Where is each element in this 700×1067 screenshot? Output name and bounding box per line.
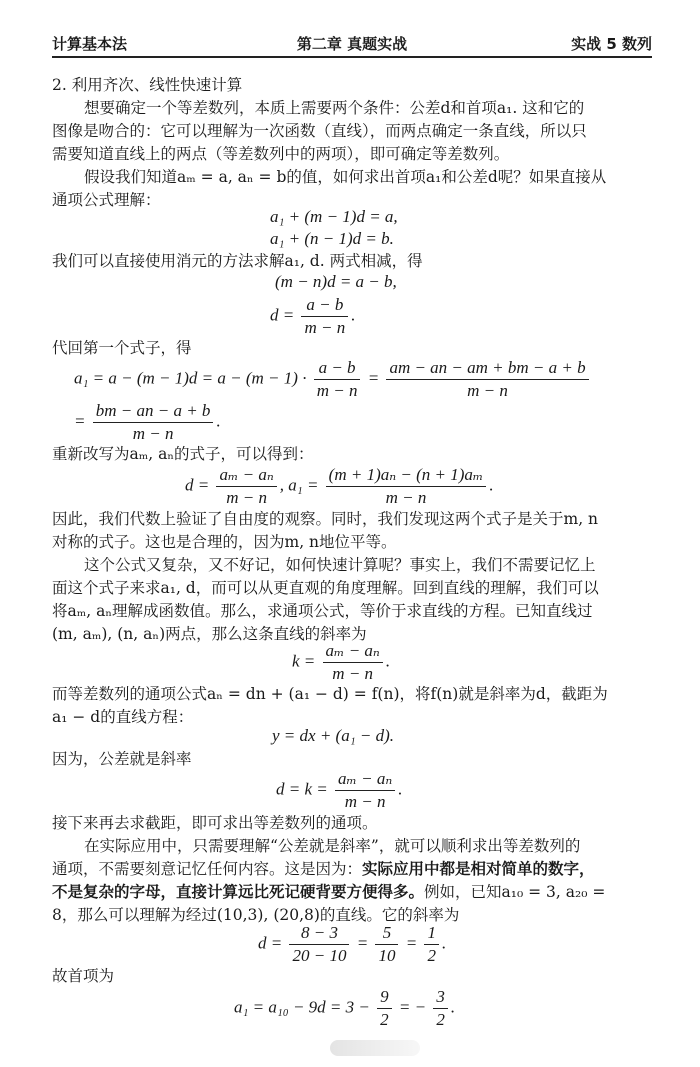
- paragraph-7-line-1: 这个公式又复杂，又不好记，如何快速计算呢？事实上，我们不需要记忆上: [84, 556, 596, 574]
- paragraph-10: 接下来再去求截距，即可求出等差数列的通项。: [52, 814, 378, 832]
- page-header: [52, 30, 652, 58]
- paragraph-2-line-2: 通项公式理解：: [52, 191, 161, 209]
- eq4-denominator: m − n: [304, 318, 346, 337]
- eq5-lhs: a₁ = a − (m − 1)d = a − (m − 1) ·: [74, 368, 307, 388]
- eq5-denominator-1: m − n: [316, 381, 358, 400]
- eq6-end: .: [216, 411, 221, 431]
- equation-1: a₁ + (m − 1)d = a,: [270, 207, 398, 226]
- eq5-fraction-2: [386, 357, 588, 402]
- equation-7: [185, 464, 494, 509]
- eq11-equals-1: =: [356, 933, 369, 953]
- eq8-denominator: m − n: [332, 664, 374, 683]
- equation-9: y = dx + (a₁ − d).: [272, 726, 394, 745]
- eq4-end: .: [351, 305, 356, 325]
- equation-6: [74, 400, 221, 445]
- eq8-end: .: [385, 651, 391, 671]
- paragraph-11-line-2: [52, 858, 652, 880]
- eq5-denominator-2: m − n: [467, 381, 508, 400]
- paragraph-11-line-3: [52, 881, 652, 903]
- eq11-lhs: d =: [258, 933, 283, 953]
- paragraph-8-line-1: 而等差数列的通项公式aₙ = dn + (a₁ − d) = f(n)，将f(n)就是斜率为d，截距为: [52, 685, 608, 703]
- header-book-title: 计算基本法: [52, 35, 128, 53]
- eq11-denominator-3: 2: [427, 946, 436, 965]
- paragraph-12: 故首项为: [52, 967, 115, 985]
- eq8-lhs: k =: [292, 651, 316, 671]
- eq12-denominator-1: 2: [380, 1010, 389, 1029]
- equation-5: [74, 357, 592, 402]
- eq7-separator: , a₁ =: [279, 475, 319, 495]
- p11-line2-bold: 实际应用中都是相对简单的数字，: [362, 859, 595, 878]
- equation-8: [292, 640, 390, 685]
- eq8-fraction: [323, 640, 383, 685]
- eq8-numerator: aₘ − aₙ: [323, 640, 383, 663]
- eq6-fraction: [93, 400, 214, 445]
- eq5-numerator-1: a − b: [314, 357, 361, 380]
- eq11-fraction-1: [289, 922, 349, 967]
- paragraph-4: 代回第一个式子，得: [52, 339, 192, 357]
- paragraph-1-line-3: 需要知道直线上的两点（等差数列中的两项），即可确定等差数列。: [52, 145, 510, 163]
- paragraph-1-line-1: 想要确定一个等差数列，本质上需要两个条件：公差d和首项a₁. 这和它的: [84, 99, 585, 117]
- paragraph-7-line-2: 面这个式子来求a₁, d，而可以从更直观的角度理解。回到直线的理解，我们可以: [52, 579, 599, 597]
- eq11-numerator-3: 1: [424, 922, 439, 945]
- eq10-lhs: d = k =: [276, 779, 328, 799]
- eq5-numerator-2: am − an − am + bm − a + b: [386, 357, 588, 380]
- paragraph-9: 因为，公差就是斜率: [52, 750, 192, 768]
- eq11-fraction-2: [375, 922, 398, 967]
- eq7-denominator-1: m − n: [226, 488, 267, 507]
- paragraph-3: 我们可以直接使用消元的方法求解a₁, d. 两式相减，得: [52, 252, 423, 270]
- paragraph-11-line-1: 在实际应用中，只需要理解“公差就是斜率”，就可以顺利求出等差数列的: [84, 837, 581, 855]
- paragraph-8-line-2: a₁ − d的直线方程：: [52, 708, 194, 726]
- equation-2: a₁ + (n − 1)d = b.: [270, 229, 394, 248]
- eq12-fraction-1: [377, 986, 392, 1031]
- eq11-end: .: [441, 933, 447, 953]
- eq4-fraction: [301, 294, 348, 339]
- eq7-numerator-2: (m + 1)aₙ − (n + 1)aₘ: [326, 464, 487, 487]
- eq12-numerator-2: 3: [433, 986, 448, 1009]
- paragraph-1-line-2: 图像是吻合的：它可以理解为一次函数（直线），而两点确定一条直线，所以只: [52, 122, 587, 140]
- eq11-fraction-3: [424, 922, 439, 967]
- section-title: 2. 利用齐次、线性快速计算: [52, 76, 243, 94]
- eq10-fraction: [335, 768, 395, 813]
- eq7-numerator-1: aₘ − aₙ: [216, 464, 276, 487]
- eq6-denominator: m − n: [132, 424, 174, 443]
- equation-12: [234, 986, 455, 1031]
- equation-11: [258, 922, 446, 967]
- eq12-end: .: [450, 997, 456, 1017]
- eq12-numerator-1: 9: [377, 986, 392, 1009]
- watermark-smudge: [330, 1040, 420, 1056]
- header-chapter: 第二章 真题实战: [296, 35, 408, 53]
- eq11-equals-2: =: [405, 933, 418, 953]
- p11-line2-text: 通项，不需要刻意记忆任何内容。这是因为：: [52, 860, 363, 878]
- eq7-denominator-2: m − n: [385, 488, 427, 507]
- p11-line3-text: 例如，已知a₁₀ = 3, a₂₀ =: [424, 883, 606, 901]
- equation-3: (m − n)d = a − b,: [275, 272, 397, 291]
- eq6-lhs: =: [74, 411, 86, 431]
- eq4-numerator: a − b: [301, 294, 348, 317]
- p11-line3-bold: 不是复杂的字母，直接计算远比死记硬背要方便得多。: [52, 882, 425, 901]
- paragraph-2-line-1: 假设我们知道aₘ = a, aₙ = b的值，如何求出首项a₁和公差d呢？如果直接从: [84, 168, 607, 186]
- paragraph-5: 重新改写为aₘ, aₙ的式子，可以得到：: [52, 445, 314, 463]
- paragraph-11-line-4: 8，那么可以理解为经过(10,3), (20,8)的直线。它的斜率为: [52, 906, 460, 924]
- eq12-denominator-2: 2: [436, 1010, 445, 1029]
- eq7-fraction-2: [326, 464, 487, 509]
- eq12-equals: = −: [398, 997, 427, 1017]
- eq11-numerator-2: 5: [375, 922, 398, 945]
- eq11-denominator-1: 20 − 10: [292, 946, 347, 965]
- eq6-numerator: bm − an − a + b: [93, 400, 214, 423]
- paragraph-7-line-4: (m, aₘ), (n, aₙ)两点，那么这条直线的斜率为: [52, 625, 367, 643]
- eq11-numerator-1: 8 − 3: [289, 922, 349, 945]
- eq11-denominator-2: 10: [378, 946, 396, 965]
- eq12-lhs: a₁ = a₁₀ − 9d = 3 −: [234, 997, 370, 1017]
- header-section: 实战 5 数列: [571, 35, 652, 53]
- paragraph-6-line-1: 因此，我们代数上验证了自由度的观察。同时，我们发现这两个式子是关于m, n: [52, 510, 599, 528]
- eq10-denominator: m − n: [344, 792, 386, 811]
- equation-10: [276, 768, 403, 813]
- eq10-numerator: aₘ − aₙ: [335, 768, 395, 791]
- eq12-fraction-2: [433, 986, 448, 1031]
- eq7-end: .: [489, 475, 494, 495]
- paragraph-7-line-3: 将aₘ, aₙ理解成函数值。那么，求通项公式，等价于求直线的方程。已知直线过: [52, 602, 593, 620]
- eq5-fraction-1: [314, 357, 361, 402]
- eq7-lhs: d =: [185, 475, 210, 495]
- eq10-end: .: [398, 779, 403, 799]
- paragraph-6-line-2: 对称的式子。这也是合理的，因为m, n地位平等。: [52, 533, 397, 551]
- eq7-fraction-1: [216, 464, 276, 509]
- equation-4: [270, 294, 355, 339]
- eq4-lhs: d =: [270, 305, 295, 325]
- eq5-equals: =: [367, 368, 380, 388]
